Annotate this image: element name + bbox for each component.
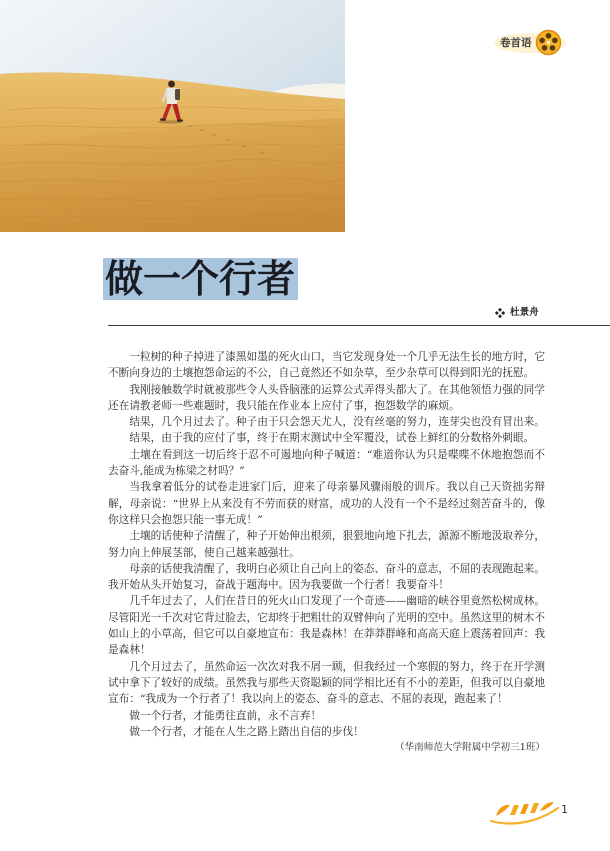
- article-body: [108, 349, 545, 756]
- paragraph: 我刚接触数学时就被那些令人头昏脑涨的运算公式弄得头都大了。在其他领悟力强的同学还在请教老师一些难题时，我只能在作业本上应付了事，抱怨数学的麻烦。: [108, 382, 545, 412]
- paragraph: 母亲的话使我清醒了，我明白必须让自己向上的姿态、奋斗的意志，不屈的表现跑起来。我开始从头开始复习，奋战于题海中。因为我要做一个行者！我要奋斗！: [108, 561, 545, 592]
- byline: [495, 306, 539, 320]
- paragraph: 一粒树的种子掉进了漆黑如墨的死火山口，当它发现身处一个几乎无法生长的地方时，它不断向身边的土壤抱怨命运的不公，自己竟然还不如杂草，至少杂草可以得到阳光的抚慰。: [108, 350, 545, 380]
- author-name: 杜景舟: [510, 307, 539, 318]
- paragraph: 当我拿着低分的试卷走进家门后，迎来了母亲暴风骤雨般的训斥。我以自己天资拙劣辩解，母亲说：“世界上从来没有不劳而获的财富，成功的人没有一个不是经过刻苦奋斗的，像你这样只会抱怨只能一事无成！”: [108, 480, 545, 526]
- paragraph: 土壤在看到这一切后终于忍不可遏地向种子喊道：“难道你认为只是喋喋不休地抱怨而不去奋斗,能成为栋梁之材吗？”: [108, 447, 545, 478]
- paragraph: 几千年过去了，人们在昔日的死火山口发现了一个奇迹——幽暗的峡谷里竟然松树成林。尽管阳光一千次对它背过脸去，它却终于把粗壮的双臂伸向了光明的空中。虽然这里的树木不如山上的小草高，但它可以自豪地宣布：我是森林！在莽莽群峰和高高天庭上震荡着回声：我是森林！: [108, 594, 545, 657]
- magazine-logo: [488, 796, 560, 826]
- paragraph: 土壤的话使种子清醒了，种子开始伸出根须，狠狠地向地下扎去，源源不断地汲取养分，努力向上伸展茎部，使自己越来越强壮。: [108, 529, 545, 559]
- header-divider: [108, 325, 610, 326]
- section-label: 卷首语: [500, 37, 532, 49]
- page-number: 1: [561, 803, 568, 816]
- article-title: 做一个行者: [103, 258, 298, 300]
- paragraph: 几个月过去了，虽然命运一次次对我不屑一顾，但我经过一个寒假的努力，终于在开学测试中拿下了较好的成绩。虽然我与那些天资聪颖的同学相比还有不小的差距，但我可以自豪地宣布：“我成为一个行者了！我以向上的姿态、奋斗的意志、不屈的表现，跑起来了！: [108, 659, 545, 706]
- paragraph: 做一个行者，才能勇往直前，永不言弃！: [129, 708, 322, 722]
- desert-walker-photo: [0, 0, 345, 232]
- paragraph: 做一个行者，才能在人生之路上踏出自信的步伐！: [129, 724, 364, 738]
- film-reel-icon: [535, 29, 562, 56]
- paragraph: 结果，由于我的应付了事，终于在期末测试中全军覆没，试卷上鲜红的分数格外刺眼。: [129, 431, 535, 445]
- author-attribution: （华南师范大学附属中学初三1班）: [394, 742, 545, 754]
- paragraph: 结果，几个月过去了。种子由于只会怨天尤人，没有丝毫的努力，连芽尖也没有冒出来。: [129, 415, 545, 429]
- diamond-ornament-icon: [495, 308, 505, 318]
